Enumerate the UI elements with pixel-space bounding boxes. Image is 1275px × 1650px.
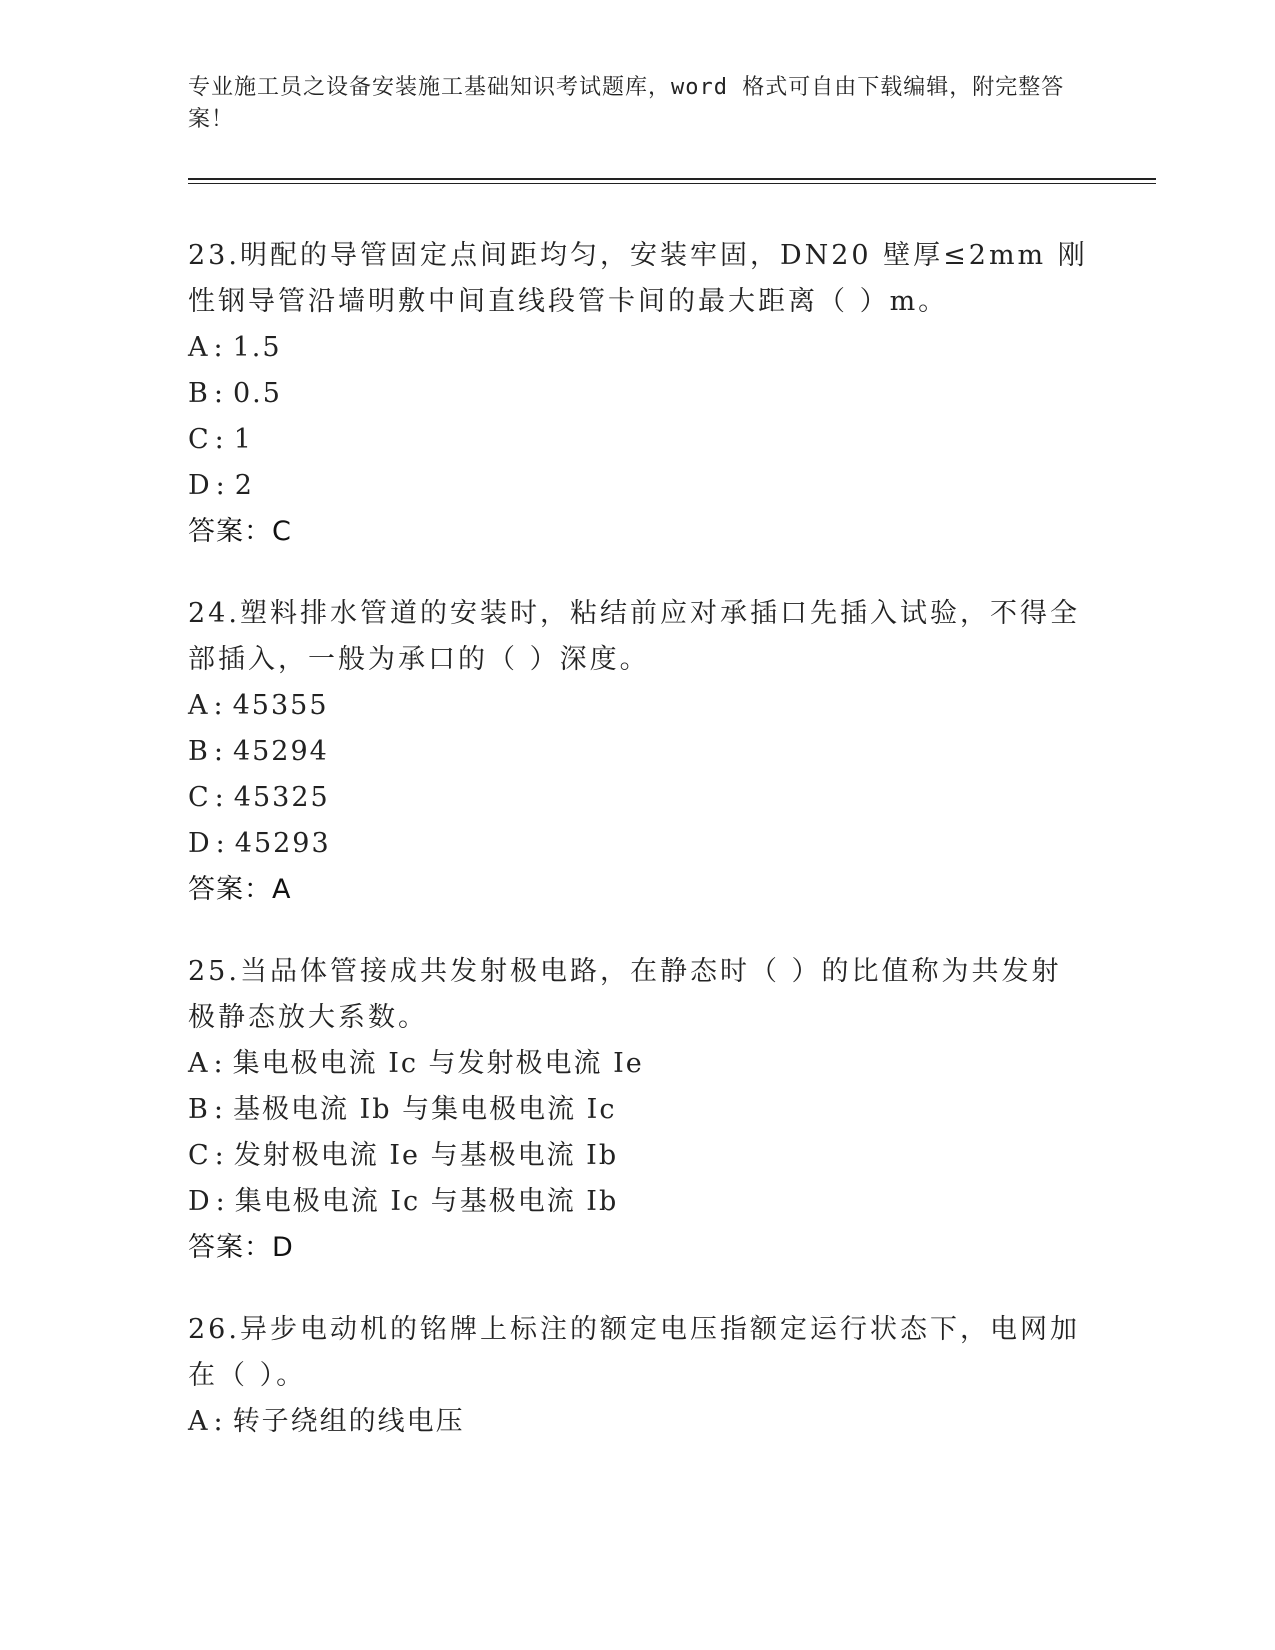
option-label: D xyxy=(188,1186,212,1217)
option-separator: : xyxy=(213,332,225,363)
option-b xyxy=(188,1087,1088,1133)
option-text: 45294 xyxy=(232,736,329,767)
option-d xyxy=(188,821,1088,867)
option-text: 集电极电流 Ic 与发射极电流 Ie xyxy=(232,1048,644,1079)
option-separator: : xyxy=(213,690,225,721)
option-a xyxy=(188,325,1088,371)
option-label: C xyxy=(188,782,211,813)
option-text: 45355 xyxy=(232,690,329,721)
option-label: C xyxy=(188,424,211,455)
question-24 xyxy=(188,591,1088,913)
option-text: 发射极电流 Ie 与基极电流 Ib xyxy=(233,1140,619,1171)
answer-line: 答案：D xyxy=(188,1232,294,1263)
option-separator: : xyxy=(213,736,225,767)
option-c xyxy=(188,417,1088,463)
option-text: 0.5 xyxy=(232,378,282,409)
option-label: D xyxy=(188,828,212,859)
option-separator: : xyxy=(215,470,227,501)
option-label: C xyxy=(188,1140,211,1171)
option-label: B xyxy=(188,736,210,767)
option-separator: : xyxy=(213,1048,225,1079)
option-text: 2 xyxy=(234,470,254,501)
option-a xyxy=(188,683,1088,729)
option-c xyxy=(188,775,1088,821)
option-b xyxy=(188,729,1088,775)
option-label: D xyxy=(188,470,212,501)
option-label: A xyxy=(188,690,210,721)
option-text: 1.5 xyxy=(232,332,282,363)
question-stem: 23.明配的导管固定点间距均匀，安装牢固，DN20 壁厚≤2mm 刚性钢导管沿墙明敷中间直线段管卡间的最大距离（ ）m。 xyxy=(188,240,1088,317)
option-text: 45325 xyxy=(233,782,330,813)
option-a xyxy=(188,1041,1088,1087)
question-stem: 25.当品体管接成共发射极电路，在静态时（ ）的比值称为共发射极静态放大系数。 xyxy=(188,956,1062,1033)
option-separator: : xyxy=(214,782,226,813)
option-label: A xyxy=(188,332,210,363)
option-text: 转子绕组的线电压 xyxy=(232,1406,465,1437)
question-23 xyxy=(188,233,1088,555)
header-divider-thin xyxy=(188,183,1156,184)
answer-line: 答案：C xyxy=(188,516,292,547)
option-label: B xyxy=(188,1094,210,1125)
answer-line: 答案：A xyxy=(188,874,292,905)
option-text: 45293 xyxy=(234,828,331,859)
option-b xyxy=(188,371,1088,417)
option-text: 基极电流 Ib 与集电极电流 Ic xyxy=(232,1094,617,1125)
option-a xyxy=(188,1399,1088,1445)
question-stem: 24.塑料排水管道的安装时，粘结前应对承插口先插入试验，不得全部插入，一般为承口的（ ）深度。 xyxy=(188,598,1080,675)
option-separator: : xyxy=(213,378,225,409)
question-list xyxy=(188,233,1088,1481)
option-text: 集电极电流 Ic 与基极电流 Ib xyxy=(234,1186,619,1217)
option-c xyxy=(188,1133,1088,1179)
option-label: B xyxy=(188,378,210,409)
option-separator: : xyxy=(215,828,227,859)
option-d xyxy=(188,463,1088,509)
question-26 xyxy=(188,1307,1088,1445)
option-separator: : xyxy=(213,1094,225,1125)
option-label: A xyxy=(188,1048,210,1079)
option-d xyxy=(188,1179,1088,1225)
option-text: 1 xyxy=(233,424,253,455)
option-separator: : xyxy=(213,1406,225,1437)
option-separator: : xyxy=(215,1186,227,1217)
question-stem: 26.异步电动机的铭牌上标注的额定电压指额定运行状态下，电网加在（ ）。 xyxy=(188,1314,1080,1391)
option-separator: : xyxy=(214,1140,226,1171)
option-separator: : xyxy=(214,424,226,455)
document-header: 专业施工员之设备安装施工基础知识考试题库，word 格式可自由下载编辑，附完整答案！ xyxy=(188,75,1065,132)
option-label: A xyxy=(188,1406,210,1437)
header-divider-thick xyxy=(188,178,1156,180)
question-25 xyxy=(188,949,1088,1271)
